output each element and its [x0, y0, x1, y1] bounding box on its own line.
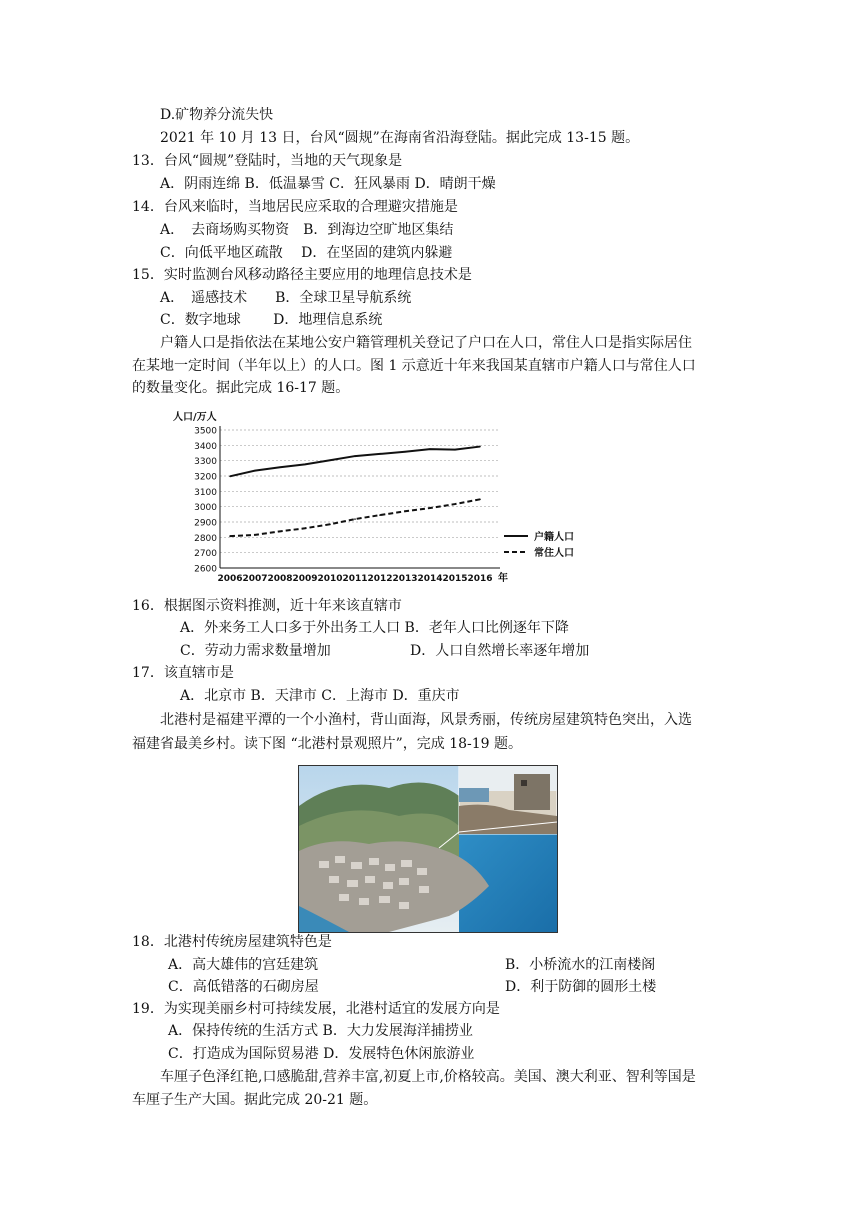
data-point [354, 518, 356, 520]
question-16: 16．根据图示资料推测，近十年来该直辖市 [132, 598, 402, 614]
x-tick-label: 2015 [442, 574, 468, 584]
question-18: 18．北港村传统房屋建筑特色是 [132, 934, 332, 950]
question-19-options-cd: C．打造成为国际贸易港 D．发展特色休闲旅游业 [168, 1046, 475, 1062]
data-point [479, 446, 481, 448]
data-point [404, 510, 406, 512]
y-tick-label: 3100 [194, 487, 217, 498]
data-point [329, 524, 331, 526]
question-13: 13．台风“圆规”登陆时，当地的天气现象是 [132, 153, 403, 169]
question-14-options-ab: A． 去商场购买物资 B．到海边空旷地区集结 [160, 222, 454, 238]
data-point [279, 531, 281, 533]
data-point [404, 451, 406, 453]
data-point [429, 448, 431, 450]
data-point [304, 464, 306, 466]
question-16-option-d: D．人口自然增长率逐年增加 [410, 643, 590, 659]
question-15-options-ab: A． 遥感技术 B．全球卫星导航系统 [160, 290, 412, 306]
y-tick-label: 3500 [194, 426, 217, 437]
question-16-options-ab: A．外来务工人口多于外出务工人口 B．老年人口比例逐年下降 [180, 620, 569, 636]
y-tick-label: 3200 [194, 472, 217, 483]
question-16-option-c: C．劳动力需求数量增加 [180, 643, 331, 659]
y-tick-label: 3400 [194, 441, 217, 452]
data-point [354, 455, 356, 457]
y-tick-label: 2700 [194, 549, 217, 560]
village-coast-photo [299, 766, 557, 932]
x-axis-label: 年 [498, 573, 508, 584]
question-14: 14．台风来临时，当地居民应采取的合理避灾措施是 [132, 199, 458, 215]
x-tick-label: 2008 [267, 574, 293, 584]
village-intro-1: 北港村是福建平潭的一个小渔村，背山面海，风景秀丽，传统房屋建筑特色突出，入选 [160, 712, 692, 728]
y-tick-label: 3000 [194, 503, 217, 514]
data-point [379, 453, 381, 455]
population-intro-3: 的数量变化。据此完成 16-17 题。 [132, 380, 350, 396]
x-tick-label: 2012 [367, 574, 393, 584]
data-point [454, 503, 456, 505]
data-point [254, 470, 256, 472]
x-tick-label: 2014 [417, 574, 443, 584]
cherry-intro-2: 车厘子生产大国。据此完成 20-21 题。 [132, 1092, 378, 1108]
x-tick-label: 2013 [392, 574, 418, 584]
y-tick-label: 2900 [194, 518, 217, 529]
x-tick-label: 2011 [342, 574, 368, 584]
legend-label: 常住人口 [534, 548, 574, 559]
population-intro-1: 户籍人口是指依法在某地公安户籍管理机关登记了户口在人口，常住人口是指实际居住 [160, 335, 692, 351]
data-point [454, 449, 456, 451]
data-point [229, 535, 231, 537]
cherry-intro-1: 车厘子色泽红艳,口感脆甜,营养丰富,初夏上市,价格较高。美国、澳大利亚、智利等国是 [160, 1069, 696, 1085]
question-17: 17．该直辖市是 [132, 665, 234, 681]
x-tick-label: 2009 [292, 574, 318, 584]
x-tick-label: 2016 [467, 574, 493, 584]
option-d-line: D.矿物养分流失快 [160, 107, 274, 123]
y-tick-label: 2800 [194, 533, 217, 544]
y-tick-label: 3300 [194, 457, 217, 468]
x-tick-label: 2007 [242, 574, 268, 584]
series-line-2 [230, 499, 480, 536]
question-18-option-b: B．小桥流水的江南楼阁 [505, 957, 656, 973]
question-18-option-d: D．利于防御的圆形土楼 [505, 979, 657, 995]
question-15-options-cd: C．数字地球 D．地理信息系统 [160, 312, 383, 328]
population-intro-2: 在某地一定时间（半年以上）的人口。图 1 示意近十年来我国某直辖市户籍人口与常住人口 [132, 358, 696, 374]
series-line-1 [230, 447, 480, 477]
y-tick-label: 2600 [194, 564, 217, 575]
question-13-options: A．阴雨连绵 B．低温暴雪 C．狂风暴雨 D．晴朗干燥 [160, 176, 496, 192]
data-point [329, 459, 331, 461]
question-19-options-ab: A．保持传统的生活方式 B．大力发展海洋捕捞业 [168, 1023, 473, 1039]
village-intro-2: 福建省最美乡村。读下图 “北港村景观照片”，完成 18-19 题。 [132, 736, 523, 752]
data-point [429, 507, 431, 509]
question-18-option-a: A．高大雄伟的宫廷建筑 [168, 957, 319, 973]
data-point [379, 514, 381, 516]
x-tick-label: 2006 [217, 574, 243, 584]
typhoon-intro: 2021 年 10 月 13 日，台风“圆规”在海南省沿海登陆。据此完成 13-15 题。 [160, 130, 640, 146]
question-18-option-c: C．高低错落的石砌房屋 [168, 979, 319, 995]
data-point [304, 527, 306, 529]
question-15: 15．实时监测台风移动路径主要应用的地理信息技术是 [132, 267, 472, 283]
population-chart-svg [170, 408, 590, 588]
data-point [229, 476, 231, 478]
y-axis-label: 人口/万人 [173, 412, 217, 423]
village-photo [298, 765, 558, 933]
population-chart [170, 408, 590, 588]
question-14-options-cd: C．向低平地区疏散 D．在坚固的建筑内躲避 [160, 245, 453, 261]
question-17-options: A．北京市 B．天津市 C．上海市 D．重庆市 [180, 688, 460, 704]
legend-label: 户籍人口 [534, 532, 574, 543]
question-19: 19．为实现美丽乡村可持续发展，北港村适宜的发展方向是 [132, 1001, 500, 1017]
data-point [279, 466, 281, 468]
data-point [254, 534, 256, 536]
x-tick-label: 2010 [317, 574, 343, 584]
data-point [479, 499, 481, 501]
